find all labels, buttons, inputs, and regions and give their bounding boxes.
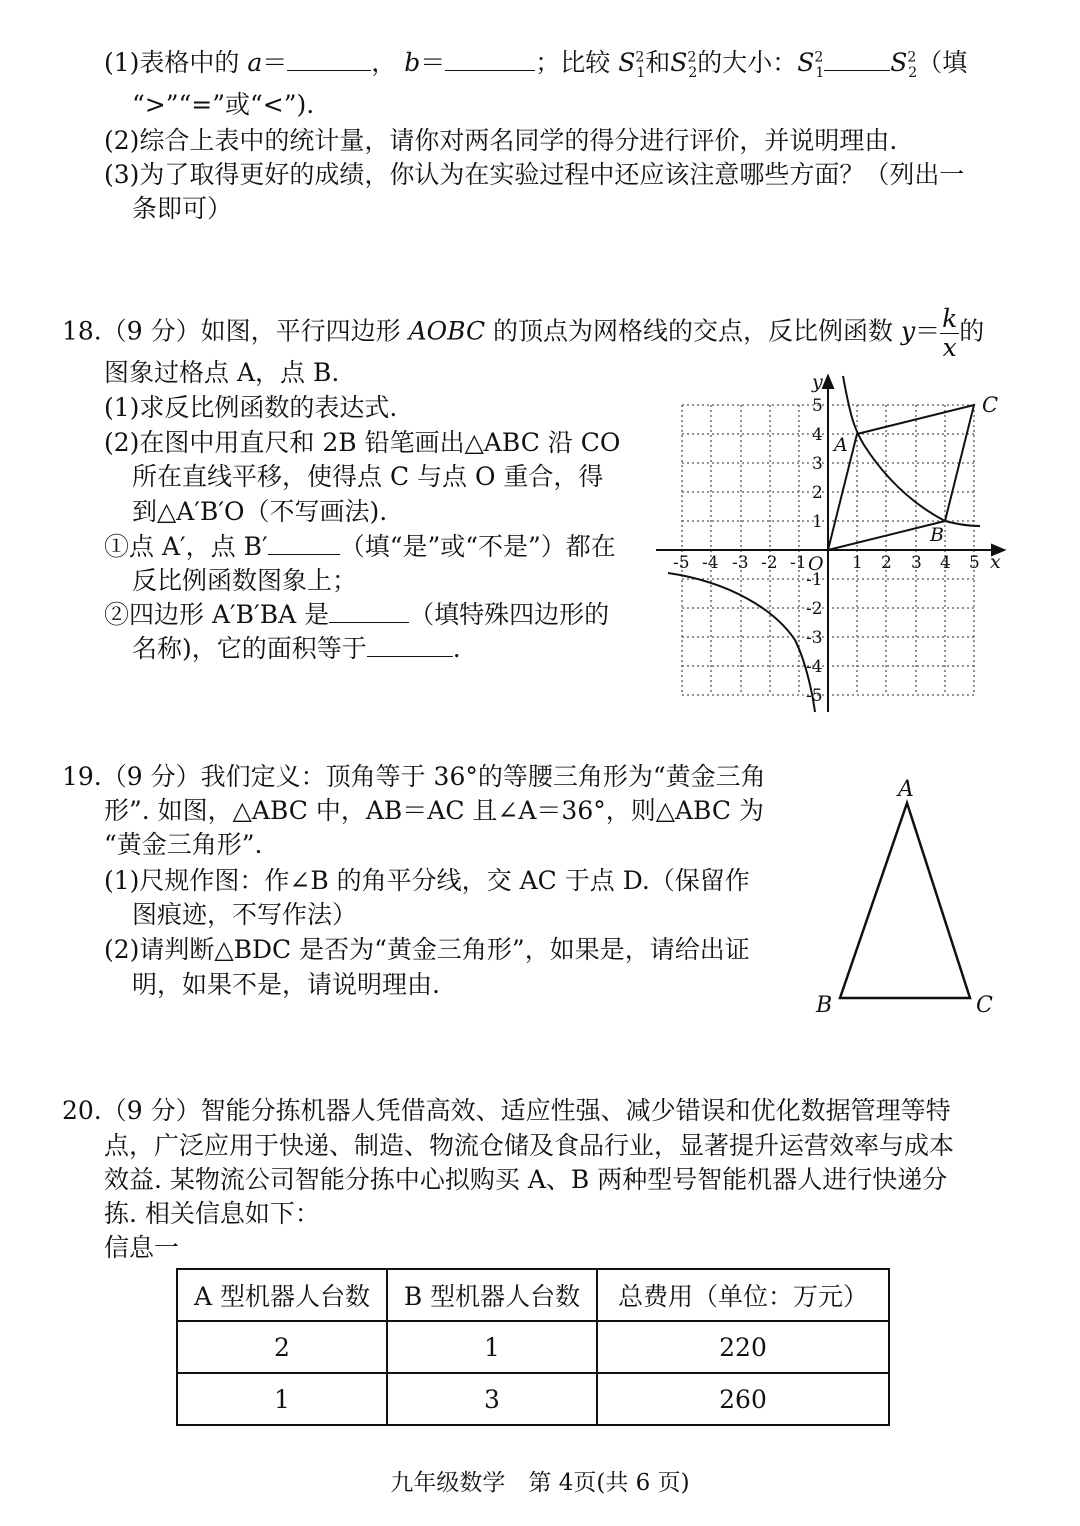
q19-part2-line2: 明，如果不是，请说明理由.	[132, 970, 440, 999]
vertex-B-label: B	[816, 993, 833, 1018]
tick-x-5: 5	[969, 553, 980, 573]
tick-x--3: -3	[732, 553, 749, 573]
tick-x--2: -2	[761, 553, 778, 573]
tick-x-1: 1	[852, 553, 863, 573]
q17-part3: (3)为了取得更好的成绩，你认为在实验过程中还应该注意哪些方面？（列出一	[104, 160, 965, 189]
q18-heading: 18.（9 分）如图，平行四边形 AOBC 的顶点为网格线的交点，反比例函数 y＝ $\frac{k}{x}$ 的	[62, 304, 985, 362]
q18-sub2-line2: 名称)，它的面积等于 .	[132, 634, 461, 663]
answer-blank-q18-area[interactable]	[367, 634, 453, 657]
table-header-a-count: A 型机器人台数	[177, 1269, 387, 1321]
tick-y--4: -4	[806, 657, 823, 677]
table-cell: 1	[387, 1321, 597, 1373]
golden-triangle-figure	[800, 770, 1020, 1020]
table-header-b-count: B 型机器人台数	[387, 1269, 597, 1321]
axis-y-label: y	[812, 371, 823, 393]
tick-x-3: 3	[911, 553, 922, 573]
tick-x-2: 2	[881, 553, 892, 573]
answer-blank-a[interactable]	[287, 48, 371, 71]
table-cell: 1	[177, 1373, 387, 1425]
q19-part1: (1)尺规作图：作∠B 的角平分线，交 AC 于点 D.（保留作	[104, 866, 750, 895]
point-A-label: A	[834, 434, 848, 456]
table-header-row	[177, 1269, 889, 1321]
origin-label: O	[808, 553, 824, 575]
tick-y--2: -2	[806, 599, 823, 619]
q20-heading: 20.（9 分）智能分拣机器人凭借高效、适应性强、减少错误和优化数据管理等特	[62, 1096, 951, 1125]
q18-sub1: ①点 A′，点 B′ （填“是”或“不是”）都在	[104, 532, 616, 561]
q20-line3: 效益. 某物流公司智能分拣中心拟购买 A、B 两种型号智能机器人进行快递分	[104, 1165, 948, 1194]
triangle-ABC	[840, 803, 970, 998]
q19-line3: “黄金三角形”.	[104, 830, 263, 859]
q19-part2: (2)请判断△BDC 是否为“黄金三角形”，如果是，请给出证	[104, 935, 750, 964]
table-cell: 3	[387, 1373, 597, 1425]
answer-blank-q18-2[interactable]	[329, 600, 409, 623]
table-row	[177, 1321, 889, 1373]
q19-heading: 19.（9 分）我们定义：顶角等于 36°的等腰三角形为“黄金三角	[62, 762, 766, 791]
q18-sub2: ②四边形 A′B′BA 是 （填特殊四边形的	[104, 600, 610, 629]
tick-y--5: -5	[806, 686, 823, 706]
q18-line2: 图象过格点 A，点 B.	[104, 358, 340, 387]
answer-blank-b[interactable]	[445, 48, 535, 71]
q18-part2-line3: 到△A′B′O（不写画法).	[132, 497, 388, 526]
tick-y-4: 4	[812, 425, 823, 445]
tick-x--1: -1	[790, 553, 807, 573]
q18-part2: (2)在图中用直尺和 2B 铅笔画出△ABC 沿 CO	[104, 428, 621, 457]
answer-blank-q18-1[interactable]	[268, 532, 340, 555]
table-cell: 2	[177, 1321, 387, 1373]
vertex-A-label: A	[898, 777, 914, 802]
q17-part1-line: (1)表格中的 a＝ ， b＝ ；比较 $S^2_1$和$S^2_2$的大小：$S^2_1$ $S^2_2$（填	[104, 48, 968, 81]
tick-x--5: -5	[673, 553, 690, 573]
tick-y-1: 1	[812, 512, 823, 532]
fraction-k-over-x: $\frac{k}{x}$	[942, 304, 958, 362]
q19-line2: 形”. 如图，△ABC 中，AB＝AC 且∠A＝36°，则△ABC 为	[104, 796, 764, 825]
parallelogram-AOBC	[828, 405, 974, 550]
q20-line4: 拣. 相关信息如下：	[104, 1199, 320, 1228]
axis-x-label: x	[990, 551, 1001, 573]
info-one-label: 信息一	[104, 1233, 180, 1262]
q18-sub1-line2: 反比例函数图象上；	[132, 566, 358, 595]
tick-y-2: 2	[812, 483, 823, 503]
table-row	[177, 1373, 889, 1425]
q20-line2: 点，广泛应用于快递、制造、物流仓储及食品行业，显著提升运营效率与成本	[104, 1131, 955, 1160]
coordinate-graph	[650, 370, 1020, 720]
q17-part2: (2)综合上表中的统计量，请你对两名同学的得分进行评价，并说明理由.	[104, 126, 898, 155]
tick-y-3: 3	[812, 454, 823, 474]
answer-blank-compare[interactable]	[824, 48, 890, 71]
table-header-total-cost: 总费用（单位：万元）	[597, 1269, 889, 1321]
tick-x-4: 4	[940, 553, 951, 573]
page-footer: 九年级数学 第 4页(共 6 页)	[390, 1470, 690, 1496]
tick-y--3: -3	[806, 628, 823, 648]
tick-x--4: -4	[702, 553, 719, 573]
q17-part1-line2: “>”“=”或“<”).	[132, 90, 315, 119]
point-C-label: C	[982, 393, 999, 417]
tick-y--1: -1	[806, 570, 823, 590]
q19-part1-line2: 图痕迹，不写作法）	[132, 900, 358, 929]
table-cell: 220	[597, 1321, 889, 1373]
vertex-C-label: C	[976, 993, 993, 1018]
q18-part2-line2: 所在直线平移，使得点 C 与点 O 重合，得	[132, 462, 604, 491]
point-B-label: B	[930, 524, 944, 546]
q18-part1: (1)求反比例函数的表达式.	[104, 393, 398, 422]
robot-cost-table	[176, 1268, 890, 1426]
q17-part3-line2: 条即可）	[132, 194, 233, 223]
tick-y-5: 5	[812, 396, 823, 416]
table-cell: 260	[597, 1373, 889, 1425]
